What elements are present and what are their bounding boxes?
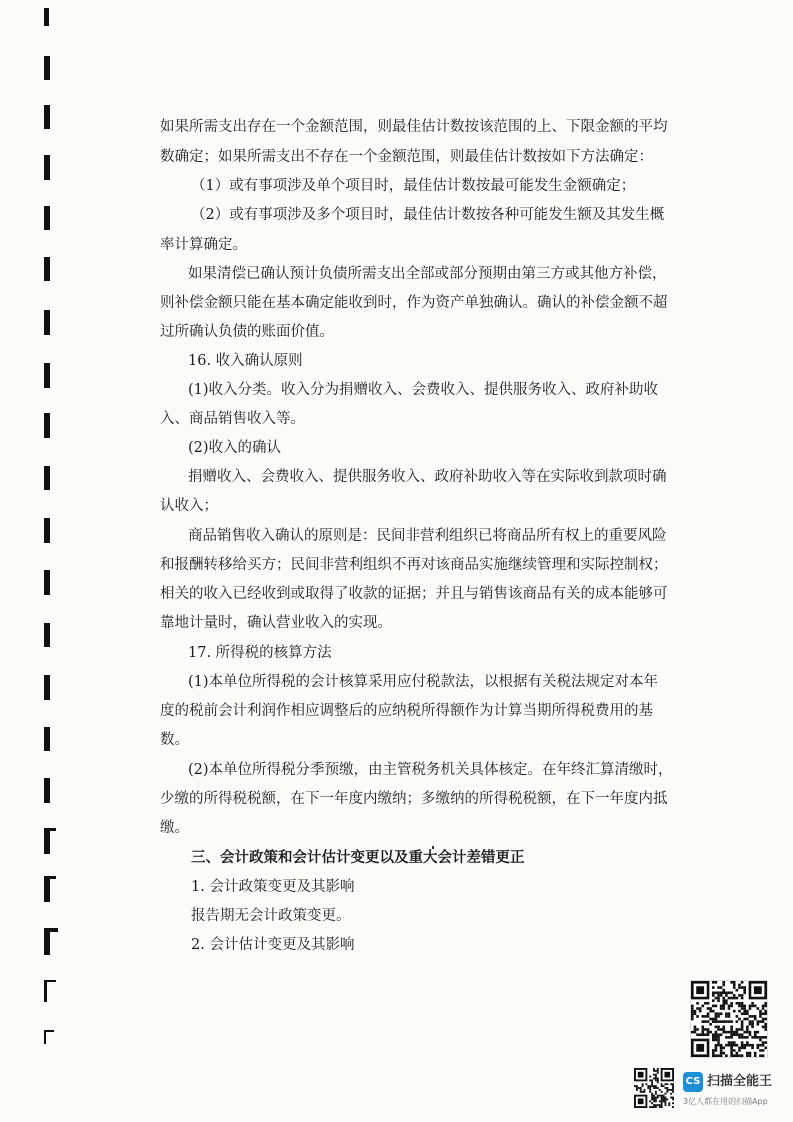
binding-mark [44, 828, 50, 854]
text-line: 率计算确定。 [160, 237, 247, 253]
text-line: (1)收入分类。收入分为捐赠收入、会费收入、提供服务收入、政府补助收 [188, 382, 659, 398]
text-line: 如果清偿已确认预计负债所需支出全部或部分预期由第三方或其他方补偿， [188, 266, 667, 282]
camscanner-logo: CS [683, 1072, 703, 1092]
text-line: 相关的收入已经收到或取得了收款的证据；并且与销售该商品有关的成本能够可 [160, 586, 668, 602]
qr-code-icon [690, 980, 768, 1058]
binding-mark [44, 980, 56, 982]
text-line: (2)收入的确认 [188, 440, 282, 456]
binding-mark [44, 623, 50, 647]
text-line: 1. 会计政策变更及其影响 [191, 879, 355, 895]
binding-mark [44, 413, 50, 438]
text-line: 16. 收入确认原则 [188, 353, 303, 369]
text-line: 度的税前会计利润作相应调整后的应纳税所得额作为计算当期所得税费用的基 [160, 703, 653, 719]
text-line: （2）或有事项涉及多个项目时，最佳估计数按各种可能发生额及其发生概 [191, 207, 665, 223]
binding-mark [44, 56, 50, 80]
binding-mark [44, 828, 56, 831]
binding-mark [44, 105, 50, 129]
text-line: 报告期无会计政策变更。 [191, 908, 351, 924]
binding-mark [44, 257, 50, 281]
binding-mark [44, 466, 50, 490]
binding-mark [44, 675, 50, 700]
watermark-brand: 扫描全能王 [707, 1074, 773, 1089]
binding-mark [44, 876, 50, 902]
text-line: 捐赠收入、会费收入、提供服务收入、政府补助收入等在实际收到款项时确 [188, 469, 667, 485]
binding-mark [44, 1030, 54, 1032]
text-line: 17. 所得税的核算方法 [188, 645, 332, 661]
binding-mark [44, 206, 50, 230]
text-line: 靠地计量时，确认营业收入的实现。 [160, 615, 392, 631]
text-line: 入、商品销售收入等。 [160, 411, 305, 427]
text-line: 则补偿金额只能在基本确定能收到时，作为资产单独确认。确认的补偿金额不超 [160, 295, 668, 311]
text-line: 如果所需支出存在一个金额范围，则最佳估计数按该范围的上、下限金额的平均 [160, 119, 668, 135]
binding-mark [44, 778, 50, 803]
text-line: 少缴的所得税税额，在下一年度内缴纳；多缴纳的所得税税额，在下一年度内抵 [160, 791, 668, 807]
binding-marks [44, 0, 64, 1122]
binding-mark [44, 876, 56, 879]
section-heading: 三、会计政策和会计估计变更以及重大会计差错更正 [191, 849, 525, 866]
binding-mark [44, 928, 58, 932]
binding-mark [44, 928, 50, 955]
text-line: 数确定；如果所需支出不存在一个金额范围，则最佳估计数按如下方法确定： [160, 149, 653, 165]
text-line: 数。 [160, 732, 189, 748]
binding-mark [44, 727, 50, 751]
binding-mark [44, 518, 50, 543]
text-line: （1）或有事项涉及单个项目时，最佳估计数按最可能发生金额确定； [191, 178, 636, 194]
text-line: 2. 会计估计变更及其影响 [191, 937, 355, 953]
binding-mark [44, 8, 49, 26]
watermark-tagline: 3亿人都在用的扫描App [683, 1097, 768, 1106]
text-line: 过所确认负债的账面价值。 [160, 324, 334, 340]
binding-mark [44, 155, 50, 180]
binding-mark [44, 1030, 46, 1044]
binding-mark [44, 570, 50, 595]
text-line: (1)本单位所得税的会计核算采用应付税款法，以根据有关税法规定对本年 [188, 674, 659, 690]
text-line: 缴。 [160, 820, 189, 836]
binding-mark [44, 363, 50, 388]
speck [432, 846, 434, 849]
text-line: 和报酬转移给买方；民间非营利组织不再对该商品实施继续管理和实际控制权； [160, 557, 668, 573]
text-line: 商品销售收入确认的原则是：民间非营利组织已将商品所有权上的重要风险 [188, 528, 667, 544]
text-line: (2)本单位所得税分季预缴，由主管税务机关具体核定。在年终汇算清缴时， [188, 762, 673, 778]
binding-mark [44, 310, 50, 335]
binding-mark [44, 980, 47, 1002]
qr-code-icon [634, 1068, 674, 1108]
text-line: 认收入； [160, 498, 218, 514]
